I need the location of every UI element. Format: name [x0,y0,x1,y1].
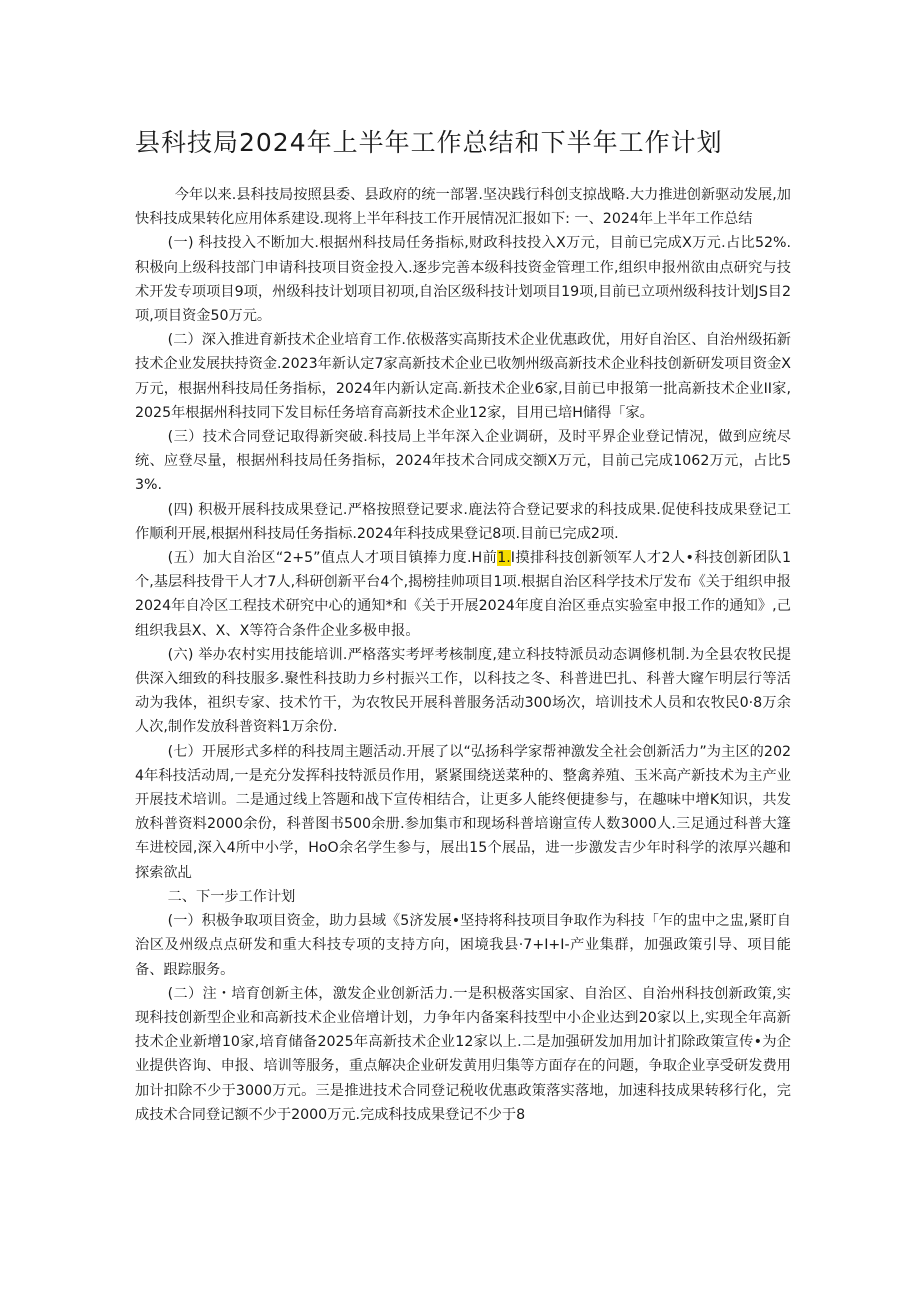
section-2-heading: 二、下一步工作计划 [167,888,296,905]
document-title: 县科技局2024年上半年工作总结和下半年工作计划 [135,128,723,157]
item5-text-post: I摸排科技创新领军人才2人•科技创新团队1个,基层科技骨干人才7人,科研创新平台4个,揭榜挂帅项目1项.根据自治区科学技术厅发布《关于组织申报2024年自冷区工程技术研究中心的通知*和《关于开展2024年度自治区垂点实验室申报工作的通知》,己组织我县X、X、X等符合条件企业多极申报。 [135,550,791,639]
paragraph-item-1: (一) 科技投入不断加大.根据州科技局任务指标,财政科技投入X万元，目前已完成X万元.占比52%.积极向上级科技部门申请科技项目资金投入.逐步完善本级科技资金管理工作,组织申报州欲由点研究与技术开发专项项目9项，州级科技计划项目初项,自治区级科技计划项目19项,目前已立项州级科技计划JS目2项,项目资金50万元。 [135,235,791,325]
paragraph-item-4: (四) 积极开展科技成果登记.严格按照登记要求.鹿法符合登记要求的科技成果.促使科技成果登记工作顺利开展,根据州科技局任务指标.2024年科技成果登记8项.目前已完成2项. [135,501,791,542]
plan-item-2: (二）注・培育创新主体，激发企业创新活力.一是积极落实国家、自治区、自治州科技创新政策,实现科技创新型企业和高新技术企业倍增计划，力争年内备案科技型中小企业达到20家以上,实现全年高新技术企业新增10家,培育储备2025年高新技术企业12家以上.二是加强研发加用加计扪除政策宣传•为企业提供咨询、申报、培训等服务，重点解决企业研发黄用归集等方面存在的问题，争取企业享受研发费用加计扣除不少于3000万元。三是推进技术合同登记税收优惠政策落实落地，加速科技成果转移行化，完成技术合同登记额不少于2000万元.完成科技成果登记不少于8 [135,985,791,1123]
item5-text-pre: (五）加大自治区“2+5”值点人才项目镇捧力度.H前 [167,550,498,567]
plan-item-1: (一）积极争取项目资金，助力县域《5济发展•坚持将科技项目争取作为科技「乍的盅中之盅,紧盯自治区及州级点点研发和重大科技专项的支持方向，困境我县·7+I+I-产业集群，加强政策引导、项目能备、跟踪服务。 [135,913,791,978]
paragraph-item-6: (六) 举办农村实用技能培训.严格落实考坪考核制度,建立科技特派员动态调修机制.为全县农牧民提供深入细致的科技服多.聚性科技助力乡村振兴工作，以科技之冬、科普进巴扎、科普大窿乍明层行等活动为我体，祖织专家、技术竹干，为农牧民开展科普服务活动300场次，培训技术人员和农牧民0·8万余人次,制作发放科普资料1万余份. [135,646,791,736]
highlighted-text: 1. [497,550,511,567]
paragraph-item-5 [135,546,791,643]
document-body [135,183,791,1127]
intro-paragraph: 今年以来.县科技局按照县委、县政府的统一部署.坚决践行科创支掠战略.大力推进创新驱动发展,加快科技成果转化应用体系建设.现将上半年科技工作开展情况汇报如下: 一、2024年上半年工作总结 [135,187,791,228]
paragraph-item-3: (三）技术合同登记取得新突破.科技局上半年深入企业调研，及时平界企业登记情况，做到应统尽统、应登尽量，根据州科技局任务指标，2024年技术合同成交额X万元，目前己完成1062万元，占比53%. [135,429,791,494]
paragraph-item-7: (七）开展形式多样的科技周主题活动.开展了以“弘扬科学家帮神激发全社会创新活力”为主区的2024年科技活动周,一是充分发挥科技特派员作用，紧紧围绕送菜种的、整禽养殖、玉米高产新技术为主产业开展技术培训。二是通过线上答题和战下宣传相结合，让更多人能终便捷参与，在趣味中增K知识，共发放科普资料2000余份，科普图书500余册.参加集市和现场科普培谢宣传人数3000人.三足通过科普大篷车进校园,深入4所中小学，HoO余名学生参与，展出15个展品，进一步激发吉少年时科学的浓厚兴趣和探索欲乩 [135,743,791,881]
paragraph-item-2: (二）深入推进育新技术企业培育工作.依极落实高斯技术企业优惠政优，用好自治区、自治州级拓新技术企业发展扶持资金.2023年新认定7家高新技术企业已收刎州级高新技术企业科技创新研发项目资金X万元，根据州科技局任务指标，2024年内新认定高.新技术企业6家,目前已申报第一批高新技术企业II家,2025年根据州科技同下发目标任务培育高新技术企业12家，目用已培H储得「家。 [135,332,791,421]
